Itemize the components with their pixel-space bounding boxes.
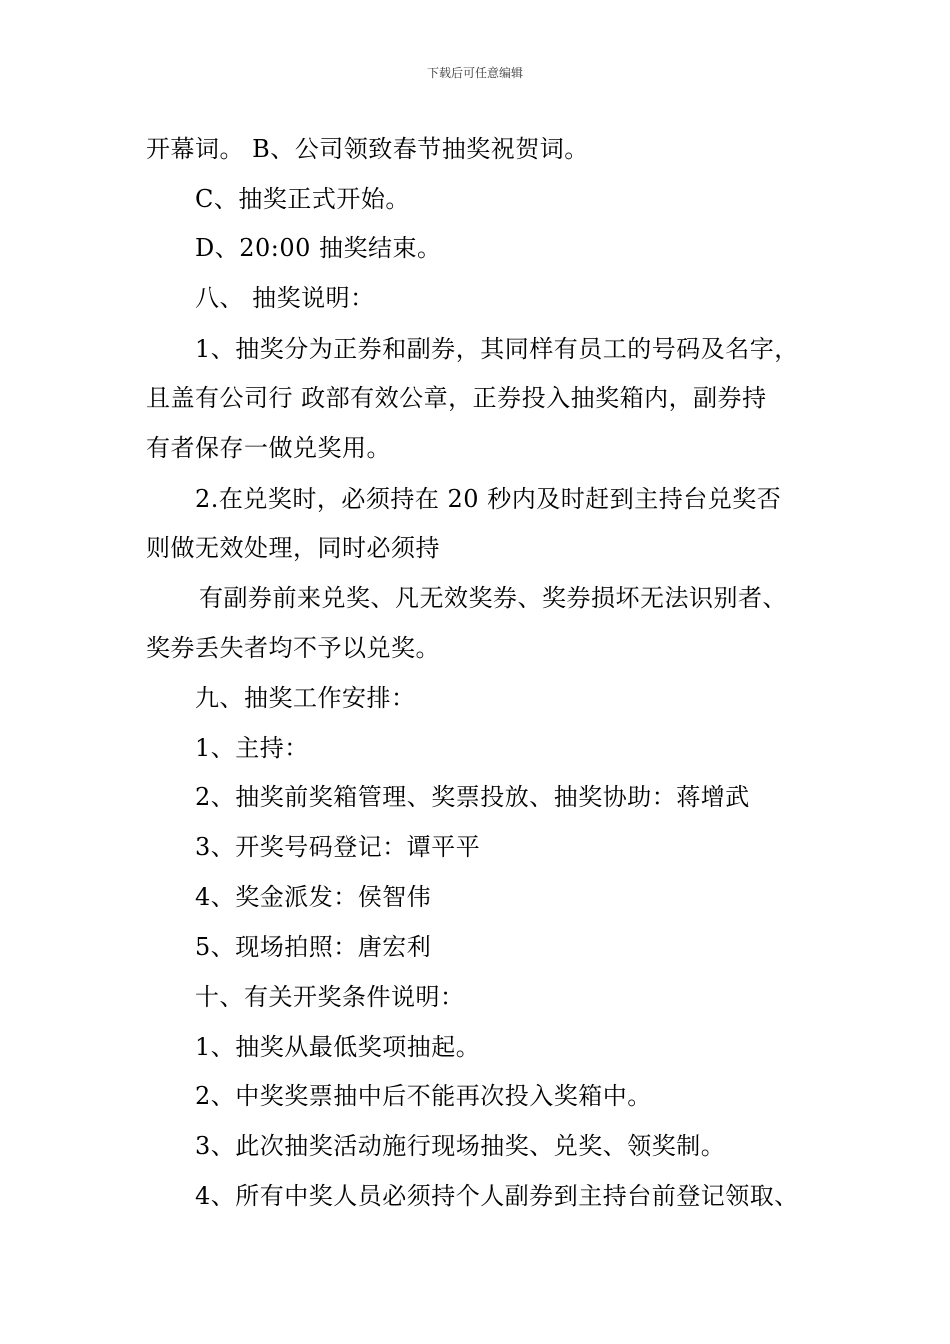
text-line: 2.在兑奖时，必须持在 20 秒内及时赶到主持台兑奖否 <box>195 485 782 513</box>
section-heading: 九、抽奖工作安排： <box>195 684 416 712</box>
text-line: C、抽奖正式开始。 <box>195 185 410 213</box>
text-line: D、20:00 抽奖结束。 <box>195 234 442 262</box>
page-header: 下载后可任意编辑 <box>426 66 523 80</box>
text-line: 3、开奖号码登记：谭平平 <box>195 833 481 861</box>
text-line: 开幕词。 B、公司领致春节抽奖祝贺词。 <box>146 135 589 163</box>
text-line: 则做无效处理，同时必须持 <box>146 534 440 562</box>
section-heading: 八、 抽奖说明： <box>195 284 375 312</box>
text-line: 5、现场拍照：唐宏利 <box>195 933 432 961</box>
text-line: 有者保存一做兑奖用。 <box>146 434 391 462</box>
text-line: 有副券前来兑奖、凡无效奖券、奖券损坏无法识别者、 <box>199 584 787 612</box>
text-line: 1、主持： <box>195 734 309 762</box>
text-line: 且盖有公司行 政部有效公章，正券投入抽奖箱内，副券持 <box>146 384 767 412</box>
section-heading: 十、有关开奖条件说明： <box>195 983 465 1011</box>
text-line: 3、此次抽奖活动施行现场抽奖、兑奖、领奖制。 <box>195 1132 726 1160</box>
text-line: 1、抽奖分为正券和副券，其同样有员工的号码及名字， <box>195 335 799 363</box>
text-line: 4、所有中奖人员必须持个人副券到主持台前登记领取、 <box>195 1182 799 1210</box>
text-line: 奖券丢失者均不予以兑奖。 <box>146 634 440 662</box>
text-line: 4、奖金派发：侯智伟 <box>195 883 432 911</box>
text-line: 1、抽奖从最低奖项抽起。 <box>195 1033 481 1061</box>
text-line: 2、中奖奖票抽中后不能再次投入奖箱中。 <box>195 1082 652 1110</box>
text-line: 2、抽奖前奖箱管理、奖票投放、抽奖协助：蒋增武 <box>195 783 750 811</box>
